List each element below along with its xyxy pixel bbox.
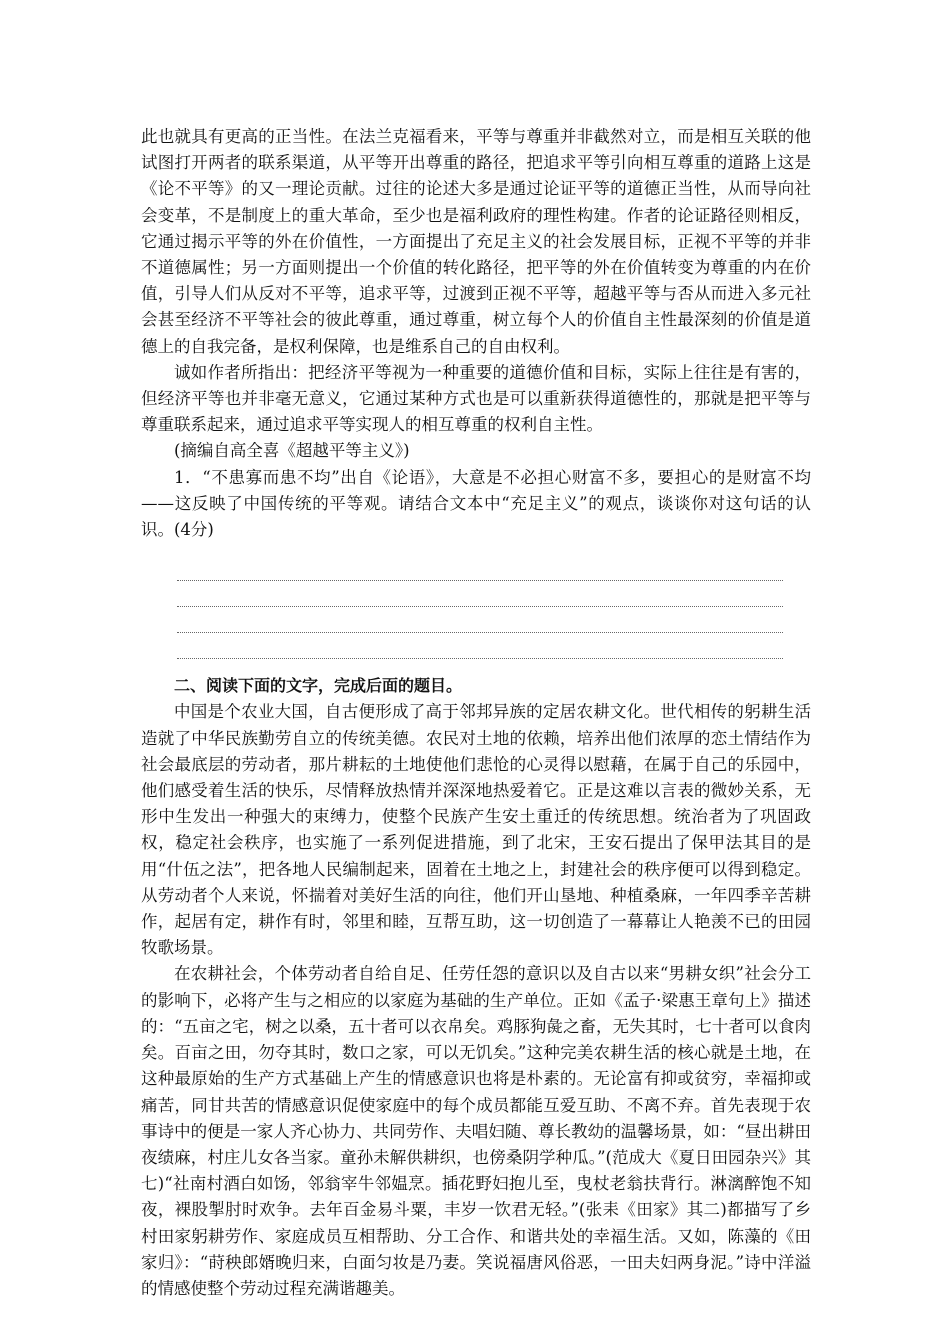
- answer-line[interactable]: [177, 633, 783, 659]
- section-2-title: 二、阅读下面的文字，完成后面的题目。: [174, 676, 463, 696]
- question-1: 1．“不患寡而患不均”出自《论语》，大意是不必担心财富不多，要担心的是财富不均——这反映了中国传统的平等观。请结合文本中“充足主义”的观点，谈谈你对这句话的认识。(4分): [141, 467, 811, 540]
- document-body: [141, 124, 811, 1302]
- answer-area[interactable]: [177, 555, 783, 659]
- passage1-source: (摘编自高全喜《超越平等主义》): [174, 441, 410, 461]
- section2-paragraph-2: 在农耕社会，个体劳动者自给自足、任劳任怨的意识以及自古以来“男耕女织”社会分工的影响下，必将产生与之相应的以家庭为基础的生产单位。正如《孟子·梁惠王章句上》描述的：“五亩之宅，树之以桑，五十者可以衣帛矣。鸡豚狗彘之畜，无失其时，七十者可以食肉矣。百亩之田，勿夺其时，数口之家，可以无饥矣。”这种完美农耕生活的核心就是土地，在这种最原始的生产方式基础上产生的情感意识也将是朴素的。无论富有抑或贫穷，幸福抑或痛苦，同甘共苦的情感意识促使家庭中的每个成员都能互爱互助、不离不弃。首先表现于农事诗中的便是一家人齐心协力、共同劳作、夫唱妇随、尊长教幼的温馨场景，如：“昼出耕田夜绩麻，村庄儿女各当家。童孙未解供耕织，也傍桑阴学种瓜。”(范成大《夏日田园杂兴》其七)“社南村酒白如饧，邻翁宰牛邻媪烹。插花野妇抱儿至，曳杖老翁扶背行。淋漓醉饱不知夜，裸股掣肘时欢争。去年百金易斗粟，丰岁一饮君无轻。”(张耒《田家》其二)都描写了乡村田家躬耕劳作、家庭成员互相帮助、分工合作、和谐共处的幸福生活。又如，陈藻的《田家归》：“莳秧郎婿晚归来，白面匀妆是乃妻。笑说福唐风俗恶，一田夫妇两身泥。”诗中洋溢的情感使整个劳动过程充满谐趣美。: [141, 964, 811, 1298]
- passage1-paragraph-2: 诚如作者所指出：把经济平等视为一种重要的道德价值和目标，实际上往往是有害的，但经济平等也并非毫无意义，它通过某种方式也是可以重新获得道德性的，那就是把平等与尊重联系起来，通过追求平等实现人的相互尊重的权利自主性。: [141, 362, 811, 435]
- passage1-paragraph-1: 此也就具有更高的正当性。在法兰克福看来，平等与尊重并非截然对立，而是相互关联的他试图打开两者的联系渠道，从平等开出尊重的路径，把追求平等引向相互尊重的道路上这是《论不平等》的又一理论贡献。过往的论述大多是通过论证平等的道德正当性，从而导向社会变革，不是制度上的重大革命，至少也是福利政府的理性构建。作者的论证路径则相反，它通过揭示平等的外在价值性，一方面提出了充足主义的社会发展目标，正视不平等的并非不道德属性；另一方面则提出一个价值的转化路径，把平等的外在价值转变为尊重的内在价值，引导人们从反对不平等，追求平等，过渡到正视不平等，超越平等与否从而进入多元社会甚至经济不平等社会的彼此尊重，通过尊重，树立每个人的价值自主性最深刻的价值是道德上的自我完备，是权利保障，也是维系自己的自由权利。: [141, 127, 811, 356]
- section2-paragraph-1: 中国是个农业大国，自古便形成了高于邻邦异族的定居农耕文化。世代相传的躬耕生活造就了中华民族勤劳自立的传统美德。农民对土地的依赖，培养出他们浓厚的恋土情结作为社会最底层的劳动者，那片耕耘的土地使他们悲怆的心灵得以慰藉，在属于自己的乐园中，他们感受着生活的快乐，尽情释放热情并深深地热爱着它。正是这难以言表的微妙关系，无形中生发出一种强大的束缚力，使整个民族产生安土重迁的传统思想。统治者为了巩固政权，稳定社会秩序，也实施了一系列促进措施，到了北宋，王安石提出了保甲法其目的是用“什伍之法”，把各地人民编制起来，固着在土地之上，封建社会的秩序便可以得到稳定。从劳动者个人来说，怀揣着对美好生活的向往，他们开山垦地、种植桑麻，一年四季辛苦耕作，起居有定，耕作有时，邻里和睦，互帮互助，这一切创造了一幕幕让人艳羡不已的田园牧歌场景。: [141, 702, 811, 958]
- answer-line[interactable]: [177, 555, 783, 581]
- answer-line[interactable]: [177, 607, 783, 633]
- answer-line[interactable]: [177, 581, 783, 607]
